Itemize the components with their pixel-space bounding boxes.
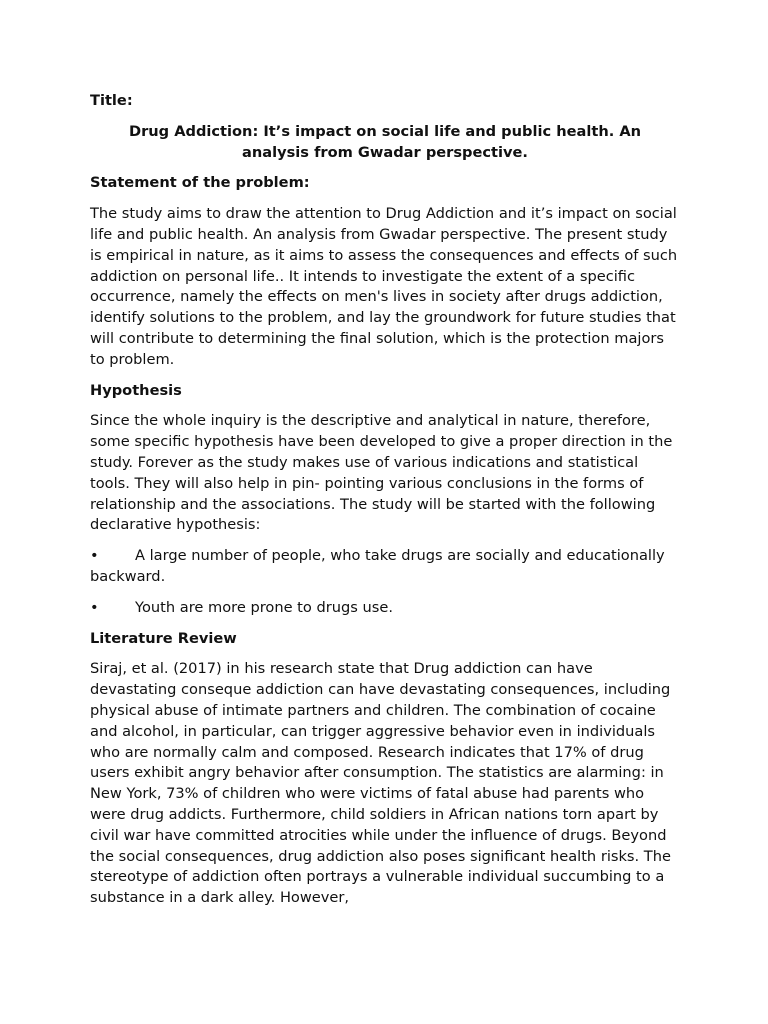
bullet-icon: • — [90, 598, 99, 616]
document-title-line-1: Drug Addiction: It’s impact on social life and public health. An — [128, 122, 642, 140]
problem-heading: Statement of the problem: — [90, 174, 310, 192]
title-label: Title: — [90, 92, 133, 109]
literature-paragraph: Siraj, et al. (2017) in his research state that Drug addiction can have devastating conseque addiction can have devastating consequences, including physical abuse of intimate partners and children. The combination of cocaine and alcohol, in particular, can trigger aggressive behavior even in individuals who are normally calm and composed. Research indicates that 17% of drug users exhibit angry behavior after consumption. The statistics are alarming: in New York, 73% of children who were victims of fatal abuse had parents who were drug addicts. Furthermore, child soldiers in African nations torn apart by civil war have committed atrocities while under the influence of drugs. Beyond the social consequences, drug addiction also poses significant health risks. The stereotype of addiction often portrays a vulnerable individual succumbing to a substance in a dark alley. However, — [90, 660, 671, 907]
bullet-text: Youth are more prone to drugs use. — [135, 598, 393, 616]
document-title — [90, 122, 680, 164]
bullet-item — [90, 546, 680, 588]
document-title-line-2: analysis from Gwadar perspective. — [242, 143, 528, 161]
document-page — [90, 91, 680, 919]
problem-paragraph: The study aims to draw the attention to Drug Addiction and it’s impact on social life and public health. An analysis from Gwadar perspective. The present study is empirical in nature, as it aims to assess the consequences and effects of such addiction on personal life.. It intends to investigate the extent of a specific occurrence, namely the effects on men's lives in society after drugs addiction, identify solutions to the problem, and lay the groundwork for future studies that will contribute to determining the final solution, which is the protection majors to problem. — [90, 205, 678, 368]
bullet-item — [90, 598, 680, 619]
literature-heading: Literature Review — [90, 629, 237, 647]
hypothesis-heading: Hypothesis — [90, 381, 182, 399]
hypothesis-paragraph: Since the whole inquiry is the descriptive and analytical in nature, therefore, some specific hypothesis have been developed to give a proper direction in the study. Forever as the study makes use of various indications and statistical tools. They will also help in pin- pointing various conclusions in the forms of relationship and the associations. The study will be started with the following declarative hypothesis: — [90, 412, 673, 534]
bullet-text: A large number of people, who take drugs are socially and educationally backward. — [90, 547, 665, 585]
bullet-icon: • — [90, 547, 99, 565]
